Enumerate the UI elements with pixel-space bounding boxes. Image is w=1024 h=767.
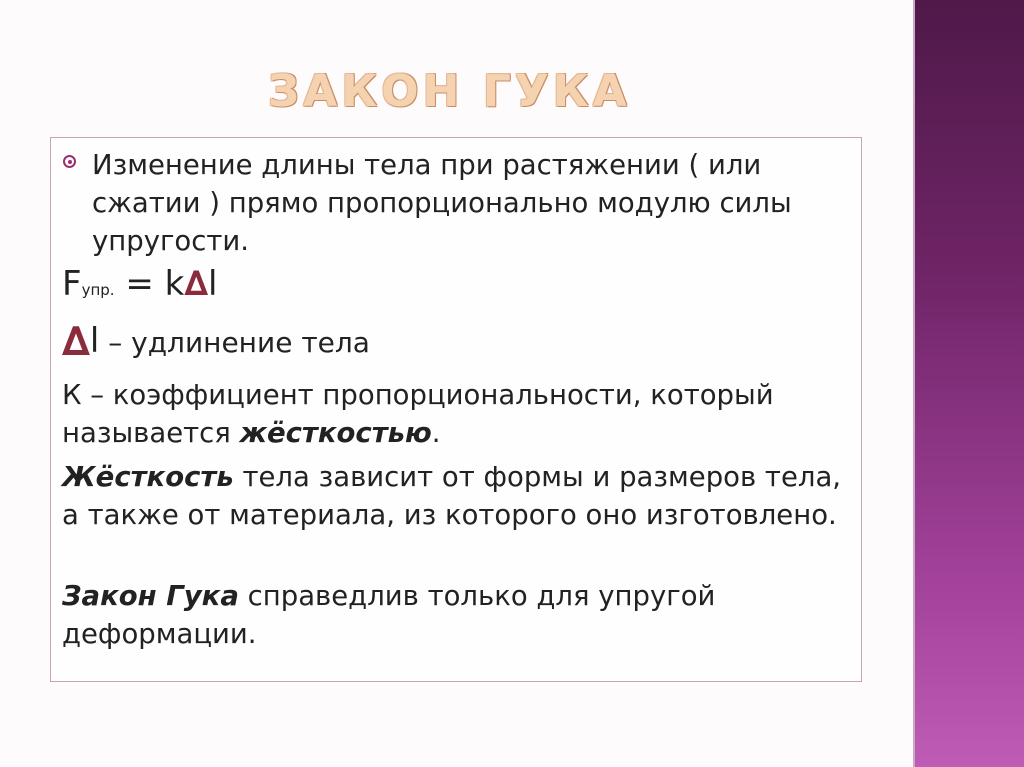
elongation-definition	[62, 319, 370, 365]
formula-equals-k: = k	[114, 264, 185, 304]
formula-l: l	[208, 264, 218, 304]
slide-title: ЗАКОН ГУКА	[268, 66, 631, 117]
coefficient-text: К – коэффициент пропорциональности, который называется	[62, 379, 774, 449]
law-paragraph	[62, 577, 852, 653]
elongation-l: l	[89, 321, 100, 361]
decorative-side-bar	[913, 0, 1024, 767]
coefficient-end: .	[431, 417, 441, 449]
formula	[62, 262, 218, 312]
formula-f: F	[62, 264, 82, 304]
delta-symbol-large: ∆	[62, 319, 90, 365]
bullet-icon	[63, 155, 76, 168]
stiffness-text: тела зависит от формы и размеров тела, а также от материала, из которого оно изготовлено.	[62, 461, 842, 531]
law-text: справедлив только для упругой деформации.	[62, 580, 716, 650]
stiffness-term: Жёсткость	[62, 461, 234, 493]
law-term: Закон Гука	[62, 580, 239, 612]
elongation-text: – удлинение тела	[99, 326, 370, 359]
coefficient-paragraph	[62, 376, 852, 452]
formula-subscript: упр.	[81, 281, 115, 299]
delta-symbol: ∆	[184, 264, 209, 304]
coefficient-term: жёсткостью	[239, 417, 432, 449]
bullet-text: Изменение длины тела при растяжении ( или сжатии ) прямо пропорционально модулю силы упругости.	[92, 149, 792, 257]
stiffness-paragraph	[62, 458, 852, 534]
